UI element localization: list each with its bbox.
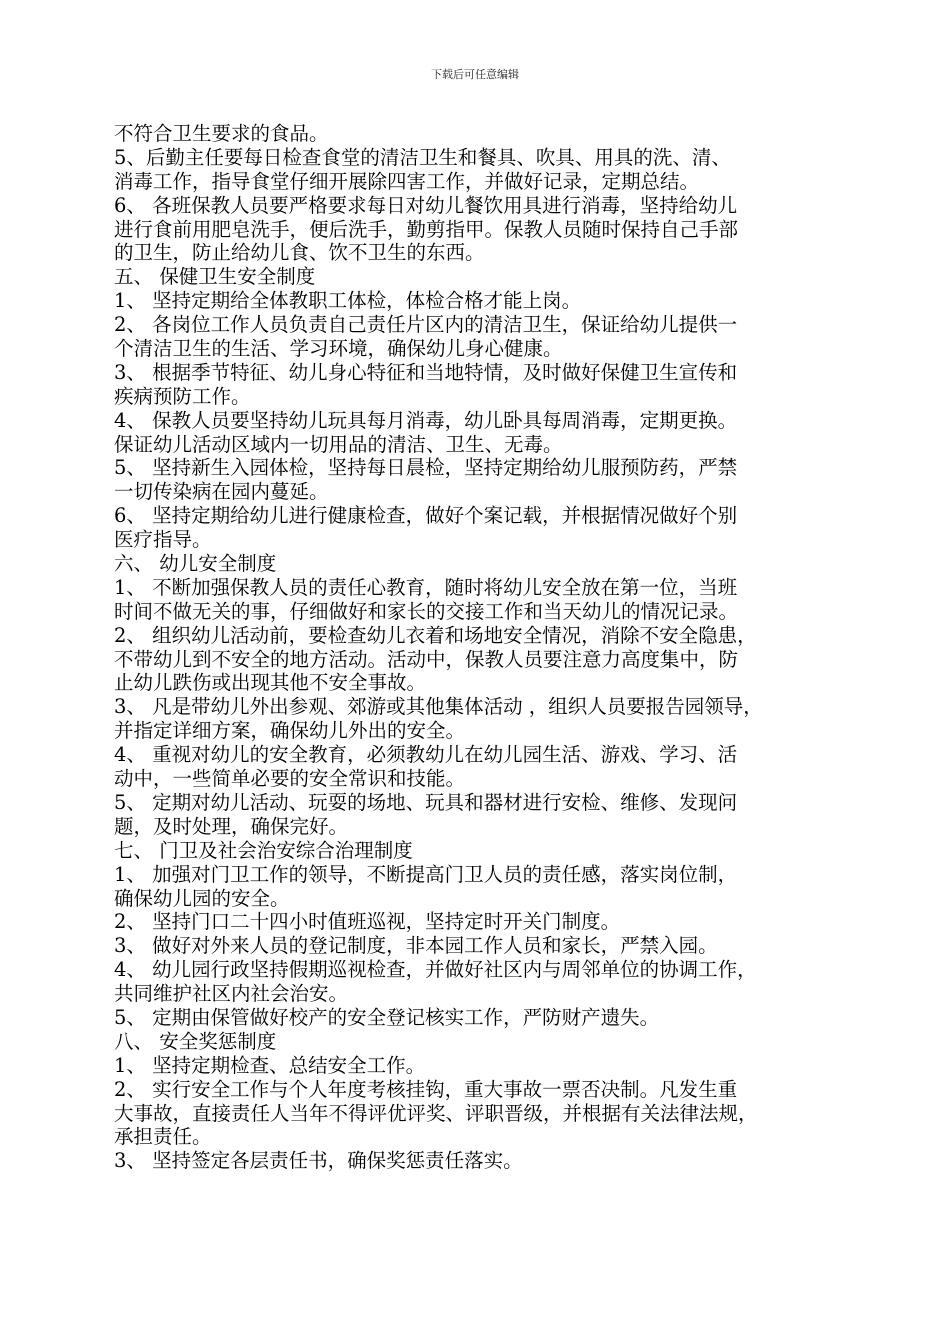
document-line: 2、 实行安全工作与个人年度考核挂钩，重大事故一票否决制。凡发生重 [114, 1077, 738, 1101]
document-line: 5、 坚持新生入园体检，坚持每日晨检，坚持定期给幼儿服预防药，严禁 [114, 456, 738, 480]
document-line: 并指定详细方案，确保幼儿外出的安全。 [114, 719, 466, 743]
document-line: 1、 坚持定期给全体教职工体检，体检合格才能上岗。 [114, 289, 582, 313]
document-line: 5、 定期对幼儿活动、玩耍的场地、玩具和器材进行安检、维修、发现问 [114, 790, 738, 814]
document-line: 六、 幼儿安全制度 [114, 552, 277, 576]
document-line: 5、后勤主任要每日检查食堂的清洁卫生和餐具、吹具、用具的洗、清、 [114, 145, 731, 169]
document-line: 大事故，直接责任人当年不得评优评奖、评职晋级，并根据有关法律法规， [114, 1101, 758, 1125]
document-line: 保证幼儿活动区域内一切用品的清洁、卫生、无毒。 [114, 432, 563, 456]
document-line: 3、 坚持签定各层责任书，确保奖惩责任落实。 [114, 1149, 523, 1173]
document-line: 4、 幼儿园行政坚持假期巡视检查，并做好社区内与周邻单位的协调工作， [114, 958, 757, 982]
document-line: 时间不做无关的事，仔细做好和家长的交接工作和当天幼儿的情况记录。 [114, 599, 739, 623]
document-line: 五、 保健卫生安全制度 [114, 265, 316, 289]
document-line: 3、 凡是带幼儿外出参观、郊游或其他集体活动 ，组织人员要报告园领导， [114, 695, 763, 719]
document-line: 的卫生，防止给幼儿食、饮不卫生的东西。 [114, 241, 485, 265]
document-line: 确保幼儿园的安全。 [114, 886, 290, 910]
document-line: 2、 组织幼儿活动前，要检查幼儿衣着和场地安全情况，消除不安全隐患， [114, 623, 757, 647]
document-line: 1、 不断加强保教人员的责任心教育，随时将幼儿安全放在第一位，当班 [114, 575, 738, 599]
document-line: 3、 做好对外来人员的登记制度，非本园工作人员和家长，严禁入园。 [114, 934, 718, 958]
document-line: 疾病预防工作。 [114, 384, 251, 408]
document-line: 一切传染病在园内蔓延。 [114, 480, 329, 504]
document-line: 消毒工作，指导食堂仔细开展除四害工作，并做好记录，定期总结。 [114, 169, 700, 193]
document-line: 4、 重视对幼儿的安全教育，必须教幼儿在幼儿园生活、游戏、学习、活 [114, 743, 738, 767]
document-line: 1、 加强对门卫工作的领导，不断提高门卫人员的责任感，落实岗位制， [114, 862, 738, 886]
document-line: 5、 定期由保管做好校产的安全登记核实工作，严防财产遗失。 [114, 1005, 660, 1029]
document-line: 承担责任。 [114, 1125, 212, 1149]
document-line: 1、 坚持定期检查、总结安全工作。 [114, 1053, 426, 1077]
document-line: 进行食前用肥皂洗手，便后洗手，勤剪指甲。保教人员随时保持自己手部 [114, 217, 739, 241]
document-line: 2、 坚持门口二十四小时值班巡视，坚持定时开关门制度。 [114, 910, 621, 934]
document-body [114, 122, 844, 1173]
document-line: 共同维护社区内社会治安。 [114, 982, 349, 1006]
document-line: 不带幼儿到不安全的地方活动。活动中，保教人员要注意力高度集中，防 [114, 647, 739, 671]
document-line: 4、 保教人员要坚持幼儿玩具每月消毒，幼儿卧具每周消毒，定期更换。 [114, 408, 738, 432]
document-line: 个清洁卫生的生活、学习环境，确保幼儿身心健康。 [114, 337, 563, 361]
document-line: 七、 门卫及社会治安综合治理制度 [114, 838, 413, 862]
document-line: 题，及时处理，确保完好。 [114, 814, 349, 838]
header-note: 下载后可任意编辑 [431, 68, 519, 81]
document-line: 6、 坚持定期给幼儿进行健康检查，做好个案记载，并根据情况做好个别 [114, 504, 738, 528]
document-line: 2、 各岗位工作人员负责自己责任片区内的清洁卫生，保证给幼儿提供一 [114, 313, 738, 337]
document-line: 不符合卫生要求的食品。 [114, 122, 329, 145]
document-line: 医疗指导。 [114, 528, 212, 552]
document-line: 八、 安全奖惩制度 [114, 1029, 277, 1053]
document-line: 动中，一些简单必要的安全常识和技能。 [114, 767, 466, 791]
document-line: 6、 各班保教人员要严格要求每日对幼儿餐饮用具进行消毒，坚持给幼儿 [114, 193, 738, 217]
document-line: 3、 根据季节特征、幼儿身心特征和当地特情，及时做好保健卫生宣传和 [114, 360, 738, 384]
document-line: 止幼儿跌伤或出现其他不安全事故。 [114, 671, 427, 695]
